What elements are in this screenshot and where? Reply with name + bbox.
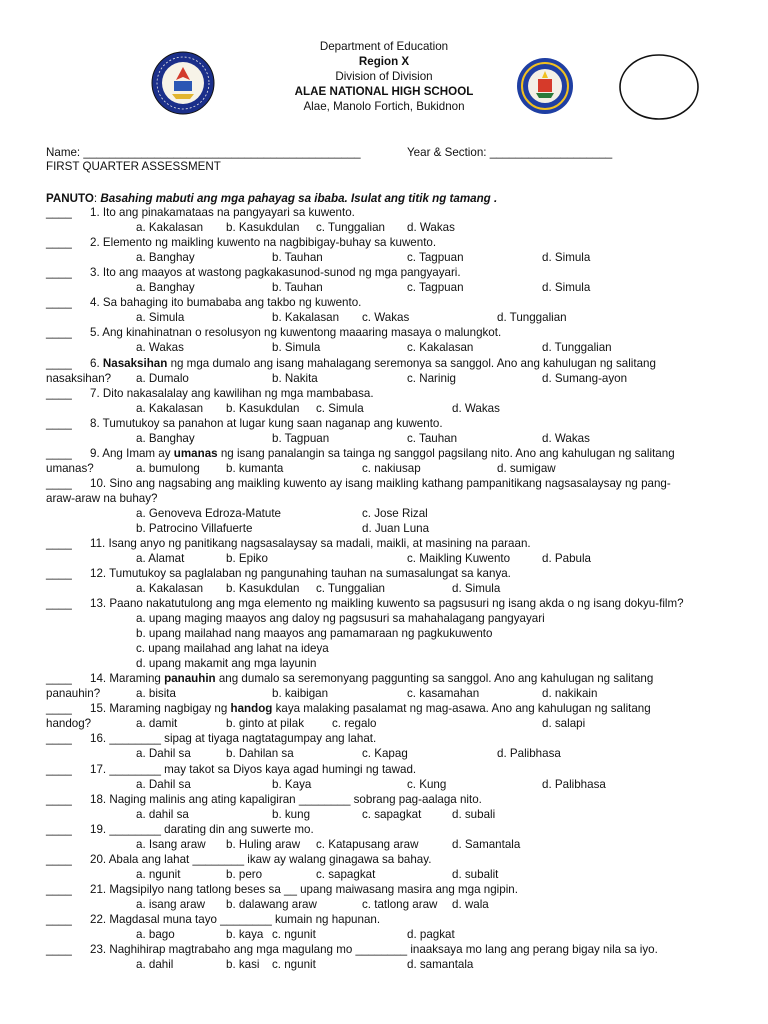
question-11: 11. Isang anyo ng panitikang nagsasalaysay sa madali, maikli, at masining na paraan. bbox=[90, 537, 531, 550]
answer-blank-15: ____ bbox=[46, 702, 72, 715]
q15-choice-d: d. salapi bbox=[542, 717, 586, 730]
q16-choice-a: a. Dahil sa bbox=[136, 747, 191, 760]
q7-choice-b: b. Kasukdulan bbox=[226, 402, 300, 415]
q18-choice-a: a. dahil sa bbox=[136, 808, 189, 821]
q5-choice-d: d. Tunggalian bbox=[542, 341, 612, 354]
q5-choice-a: a. Wakas bbox=[136, 341, 184, 354]
q15-choice-b: b. ginto at pilak bbox=[226, 717, 304, 730]
q7-choice-a: a. Kakalasan bbox=[136, 402, 204, 415]
q8-choice-d: d. Wakas bbox=[542, 432, 590, 445]
q1-choice-d: d. Wakas bbox=[407, 221, 455, 234]
q22-choice-a: a. bago bbox=[136, 928, 175, 941]
q4-choice-d: d. Tunggalian bbox=[497, 311, 567, 324]
q14-choice-a: a. bisita bbox=[136, 687, 176, 700]
q8-choice-a: a. Banghay bbox=[136, 432, 195, 445]
question-1: 1. Ito ang pinakamataas na pangyayari sa kuwento. bbox=[90, 206, 355, 219]
answer-blank-6: ____ bbox=[46, 357, 72, 370]
question-6-keyword: Nasaksihan bbox=[102, 357, 168, 370]
header-address: Alae, Manolo Fortich, Bukidnon bbox=[303, 100, 465, 113]
q22-choice-d: d. pagkat bbox=[407, 928, 455, 941]
question-15 bbox=[90, 702, 651, 716]
score-oval bbox=[618, 53, 700, 121]
answer-blank-5: ____ bbox=[46, 326, 72, 339]
q15-choice-a: a. damit bbox=[136, 717, 178, 730]
answer-blank-9: ____ bbox=[46, 447, 72, 460]
answer-blank-22: ____ bbox=[46, 913, 72, 926]
q16-choice-c: c. Kapag bbox=[362, 747, 408, 760]
q17-choice-b: b. Kaya bbox=[272, 778, 312, 791]
answer-blank-10: ____ bbox=[46, 477, 72, 490]
q2-choice-a: a. Banghay bbox=[136, 251, 195, 264]
q10-choice-d: d. Juan Luna bbox=[362, 522, 430, 535]
q8-choice-b: b. Tagpuan bbox=[272, 432, 330, 445]
directions-label: PANUTO bbox=[46, 192, 94, 205]
q21-choice-a: a. isang araw bbox=[136, 898, 205, 911]
q23-choice-a: a. dahil bbox=[136, 958, 174, 971]
question-23: 23. Naghihirap magtrabaho ang mga magulang mo ________ inaaksaya mo lang ang perang bigay nila sa iyo. bbox=[90, 943, 658, 956]
question-7: 7. Dito nakasalalay ang kawilihan ng mga mambabasa. bbox=[90, 387, 374, 400]
question-2: 2. Elemento ng maikling kuwento na nagbibigay-buhay sa kuwento. bbox=[90, 236, 437, 249]
q3-choice-a: a. Banghay bbox=[136, 281, 195, 294]
q14-choice-c: c. kasamahan bbox=[407, 687, 480, 700]
q19-choice-b: b. Huling araw bbox=[226, 838, 301, 851]
q18-choice-c: c. sapagkat bbox=[362, 808, 422, 821]
q20-choice-c: c. sapagkat bbox=[316, 868, 376, 881]
q2-choice-b: b. Tauhan bbox=[272, 251, 323, 264]
q19-choice-c: c. Katapusang araw bbox=[316, 838, 419, 851]
name-field-label: Name: ___________________________________________ bbox=[46, 146, 361, 159]
q17-choice-c: c. Kung bbox=[407, 778, 447, 791]
q21-choice-d: d. wala bbox=[452, 898, 489, 911]
q11-choice-c: c. Maikling Kuwento bbox=[407, 552, 511, 565]
directions-text: Basahing mabuti ang mga pahayag sa ibaba. Isulat ang titik ng tamang . bbox=[100, 192, 498, 205]
q22-choice-c: c. ngunit bbox=[272, 928, 316, 941]
q4-choice-a: a. Simula bbox=[136, 311, 185, 324]
directions-colon: : bbox=[93, 192, 101, 205]
answer-blank-21: ____ bbox=[46, 883, 72, 896]
q6-choice-b: b. Nakita bbox=[272, 372, 318, 385]
question-15-cont: handog? bbox=[46, 717, 92, 730]
q3-choice-d: d. Simula bbox=[542, 281, 591, 294]
q5-choice-b: b. Simula bbox=[272, 341, 321, 354]
answer-blank-2: ____ bbox=[46, 236, 72, 249]
q4-choice-b: b. Kakalasan bbox=[272, 311, 340, 324]
q20-choice-b: b. pero bbox=[226, 868, 263, 881]
question-9 bbox=[90, 447, 675, 461]
question-14 bbox=[90, 672, 653, 686]
question-9-keyword: umanas bbox=[173, 447, 218, 460]
question-10: 10. Sino ang nagsabing ang maikling kuwento ay isang maikling kathang pampanitikang nagsasalaysay ng pang- bbox=[90, 477, 671, 490]
question-13: 13. Paano nakatutulong ang mga elemento ng maikling kuwento sa pagsusuri ng isang akda o ng isang dokyu-film? bbox=[90, 597, 684, 610]
assessment-title: FIRST QUARTER ASSESSMENT bbox=[46, 160, 221, 173]
q21-choice-b: b. dalawang araw bbox=[226, 898, 317, 911]
q9-choice-b: b. kumanta bbox=[226, 462, 284, 475]
answer-blank-16: ____ bbox=[46, 732, 72, 745]
q9-choice-a: a. bumulong bbox=[136, 462, 200, 475]
q17-choice-a: a. Dahil sa bbox=[136, 778, 191, 791]
question-9-post: ng isang panalangin sa tainga ng sanggol pagsilang nito. Ano ang kahulugan ng salitang bbox=[217, 447, 675, 460]
q1-choice-b: b. Kasukdulan bbox=[226, 221, 300, 234]
question-17: 17. ________ may takot sa Diyos kaya agad humingi ng tawad. bbox=[90, 763, 417, 776]
answer-blank-23: ____ bbox=[46, 943, 72, 956]
q1-choice-c: c. Tunggalian bbox=[316, 221, 385, 234]
q14-choice-d: d. nakikain bbox=[542, 687, 598, 700]
question-12: 12. Tumutukoy sa paglalaban ng pangunahing tauhan na sumasalungat sa kanya. bbox=[90, 567, 511, 580]
q12-choice-d: d. Simula bbox=[452, 582, 501, 595]
q23-choice-c: c. ngunit bbox=[272, 958, 316, 971]
question-15-post: kaya malaking pasalamat ng mag-asawa. Ano ang kahulugan ng salitang bbox=[272, 702, 651, 715]
deped-seal-logo bbox=[150, 50, 216, 116]
q15-choice-c: c. regalo bbox=[332, 717, 377, 730]
q8-choice-c: c. Tauhan bbox=[407, 432, 458, 445]
q18-choice-d: d. subali bbox=[452, 808, 496, 821]
question-5: 5. Ang kinahinatnan o resolusyon ng kuwentong maaaring masaya o malungkot. bbox=[90, 326, 502, 339]
q13-choice-d: d. upang makamit ang mga layunin bbox=[136, 657, 317, 670]
question-21: 21. Magsipilyo nang tatlong beses sa __ upang maiwasang masira ang mga ngipin. bbox=[90, 883, 518, 896]
q2-choice-c: c. Tagpuan bbox=[407, 251, 464, 264]
q6-choice-a: a. Dumalo bbox=[136, 372, 189, 385]
year-section-field-label: Year & Section: ___________________ bbox=[407, 146, 613, 159]
question-15-pre: 15. Maraming nagbigay ng bbox=[90, 702, 231, 715]
question-4: 4. Sa bahaging ito bumababa ang takbo ng kuwento. bbox=[90, 296, 362, 309]
answer-blank-20: ____ bbox=[46, 853, 72, 866]
q16-choice-d: d. Palibhasa bbox=[497, 747, 561, 760]
q9-choice-d: d. sumigaw bbox=[497, 462, 556, 475]
q7-choice-d: d. Wakas bbox=[452, 402, 500, 415]
question-14-cont: panauhin? bbox=[46, 687, 101, 700]
question-6-pre: 6. bbox=[90, 357, 103, 370]
q5-choice-c: c. Kakalasan bbox=[407, 341, 474, 354]
question-16: 16. ________ sipag at tiyaga nagtatagumpay ang lahat. bbox=[90, 732, 377, 745]
header-department: Department of Education bbox=[319, 40, 449, 53]
q19-choice-a: a. Isang araw bbox=[136, 838, 206, 851]
question-3: 3. Ito ang maayos at wastong pagkakasunod-sunod ng mga pangyayari. bbox=[90, 266, 461, 279]
answer-blank-12: ____ bbox=[46, 567, 72, 580]
q1-choice-a: a. Kakalasan bbox=[136, 221, 204, 234]
question-9-pre: 9. Ang Imam ay bbox=[90, 447, 174, 460]
q11-choice-b: b. Epiko bbox=[226, 552, 268, 565]
question-22: 22. Magdasal muna tayo ________ kumain ng hapunan. bbox=[90, 913, 381, 926]
question-10-cont: araw-araw na buhay? bbox=[46, 492, 158, 505]
q3-choice-c: c. Tagpuan bbox=[407, 281, 464, 294]
q7-choice-c: c. Simula bbox=[316, 402, 364, 415]
answer-blank-1: ____ bbox=[46, 206, 72, 219]
answer-blank-3: ____ bbox=[46, 266, 72, 279]
header-school-name: ALAE NATIONAL HIGH SCHOOL bbox=[294, 85, 474, 98]
answer-blank-19: ____ bbox=[46, 823, 72, 836]
q12-choice-b: b. Kasukdulan bbox=[226, 582, 300, 595]
q13-choice-a: a. upang maging maayos ang daloy ng pagsusuri sa mahahalagang pangyayari bbox=[136, 612, 545, 625]
q23-choice-b: b. kasi bbox=[226, 958, 260, 971]
header-division: Division of Division bbox=[335, 70, 433, 83]
question-20: 20. Abala ang lahat ________ ikaw ay walang ginagawa sa bahay. bbox=[90, 853, 432, 866]
question-18: 18. Naging malinis ang ating kapaligiran ________ sobrang pag-aalaga nito. bbox=[90, 793, 482, 806]
answer-blank-7: ____ bbox=[46, 387, 72, 400]
q6-choice-d: d. Sumang-ayon bbox=[542, 372, 628, 385]
q22-choice-b: b. kaya bbox=[226, 928, 264, 941]
answer-blank-8: ____ bbox=[46, 417, 72, 430]
answer-blank-13: ____ bbox=[46, 597, 72, 610]
q18-choice-b: b. kung bbox=[272, 808, 311, 821]
answer-blank-11: ____ bbox=[46, 537, 72, 550]
q12-choice-a: a. Kakalasan bbox=[136, 582, 204, 595]
question-9-cont: umanas? bbox=[46, 462, 94, 475]
q11-choice-a: a. Alamat bbox=[136, 552, 185, 565]
q6-choice-c: c. Narinig bbox=[407, 372, 456, 385]
question-14-pre: 14. Maraming bbox=[90, 672, 165, 685]
question-6-cont: nasaksihan? bbox=[46, 372, 112, 385]
q4-choice-c: c. Wakas bbox=[362, 311, 410, 324]
answer-blank-17: ____ bbox=[46, 763, 72, 776]
question-19: 19. ________ darating din ang suwerte mo. bbox=[90, 823, 314, 836]
q9-choice-c: c. nakiusap bbox=[362, 462, 421, 475]
question-8: 8. Tumutukoy sa panahon at lugar kung saan naganap ang kuwento. bbox=[90, 417, 443, 430]
q10-choice-a: a. Genoveva Edroza-Matute bbox=[136, 507, 282, 520]
q13-choice-c: c. upang mailahad ang lahat na ideya bbox=[136, 642, 329, 655]
q10-choice-b: b. Patrocino Villafuerte bbox=[136, 522, 253, 535]
q12-choice-c: c. Tunggalian bbox=[316, 582, 385, 595]
header-region: Region X bbox=[358, 55, 410, 68]
answer-blank-18: ____ bbox=[46, 793, 72, 806]
q20-choice-a: a. ngunit bbox=[136, 868, 181, 881]
q19-choice-d: d. Samantala bbox=[452, 838, 521, 851]
q21-choice-c: c. tatlong araw bbox=[362, 898, 438, 911]
answer-blank-4: ____ bbox=[46, 296, 72, 309]
answer-blank-14: ____ bbox=[46, 672, 72, 685]
question-6 bbox=[90, 357, 722, 371]
school-seal-logo bbox=[515, 57, 575, 115]
q23-choice-d: d. samantala bbox=[407, 958, 474, 971]
directions bbox=[46, 192, 497, 206]
q10-choice-c: c. Jose Rizal bbox=[362, 507, 428, 520]
q20-choice-d: d. subalit bbox=[452, 868, 499, 881]
q14-choice-b: b. kaibigan bbox=[272, 687, 329, 700]
question-14-keyword: panauhin bbox=[164, 672, 216, 685]
q16-choice-b: b. Dahilan sa bbox=[226, 747, 294, 760]
question-15-keyword: handog bbox=[230, 702, 273, 715]
question-14-post: ang dumalo sa seremonyang paggunting sa sanggol. Ano ang kahulugan ng salitang bbox=[215, 672, 654, 685]
q17-choice-d: d. Palibhasa bbox=[542, 778, 606, 791]
q11-choice-d: d. Pabula bbox=[542, 552, 591, 565]
q2-choice-d: d. Simula bbox=[542, 251, 591, 264]
q3-choice-b: b. Tauhan bbox=[272, 281, 323, 294]
question-6-post: ng mga dumalo ang isang mahalagang seremonya sa sanggol. Ano ang kahulugan ng salitang bbox=[167, 357, 656, 370]
q13-choice-b: b. upang mailahad nang maayos ang pamamaraan ng pagkukuwento bbox=[136, 627, 493, 640]
